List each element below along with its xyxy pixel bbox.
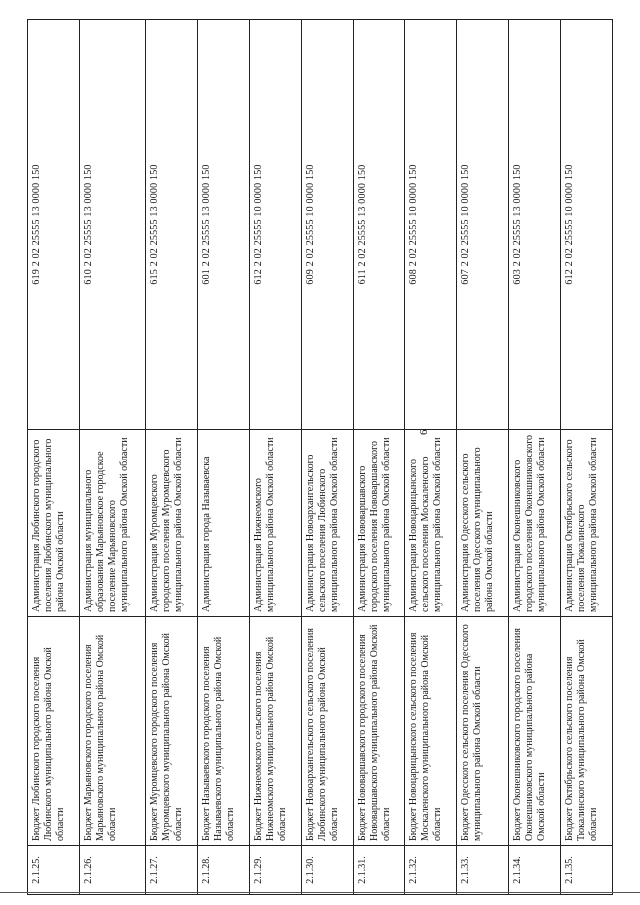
budget-code: 612 2 02 25555 10 0000 150 — [561, 20, 613, 430]
row-number: 2.1.30. — [301, 846, 353, 895]
row-number: 2.1.33. — [457, 846, 509, 895]
administrator-name: Администрация Одесского сельского поселения Одесского муниципального района Омской области — [457, 430, 509, 617]
budget-name: Бюджет Любинского городского поселения Любинского муниципального района Омской области — [28, 617, 80, 846]
table-row — [28, 20, 80, 895]
budget-name: Бюджет Нововаршавского городского поселения Нововаршавского муниципального района Омской области — [353, 617, 405, 846]
row-number: 2.1.29. — [249, 846, 301, 895]
budget-code: 611 2 02 25555 13 0000 150 — [353, 20, 405, 430]
row-number: 2.1.27. — [146, 846, 198, 895]
row-number: 2.1.28. — [198, 846, 250, 895]
row-number: 2.1.34. — [509, 846, 561, 895]
budget-name: Бюджет Марьяновского городского поселения Марьяновского муниципального района Омской области — [79, 617, 145, 846]
budget-name: Бюджет Называевского городского поселения Называевского муниципального района Омской области — [198, 617, 250, 846]
administrator-name: Администрация Любинского городского поселения Любинского муниципального района Омской области — [28, 430, 80, 617]
administrator-name: Администрация Нововаршавского городского поселения Нововаршавского муниципального района Омской области — [353, 430, 405, 617]
table-row — [79, 20, 145, 895]
table-row — [301, 20, 353, 895]
row-number: 2.1.35. — [561, 846, 613, 895]
administrator-name: Администрация муниципального образования Марьяновское городское поселение Марьяновского муниципального района Омской области — [79, 430, 145, 617]
budget-name: Бюджет Нижнеомского сельского поселения Нижнеомского муниципального района Омской области — [249, 617, 301, 846]
budget-code: 603 2 02 25555 13 0000 150 — [509, 20, 561, 430]
administrator-name: Администрация Новоцарицынского сельского поселения Москаленского муниципального района Омской области — [405, 430, 457, 617]
budget-code: 601 2 02 25555 13 0000 150 — [198, 20, 250, 430]
table-row — [353, 20, 405, 895]
administrator-name: Администрация города Называевска — [198, 430, 250, 617]
budget-name: Бюджет Оконешниковского городского поселения Оконешниковского муниципального района Омской области — [509, 617, 561, 846]
table-row — [561, 20, 613, 895]
page-number: 6 — [418, 429, 430, 435]
budget-name: Бюджет Новоархангельского сельского поселения Любинского муниципального района Омской области — [301, 617, 353, 846]
table-row — [249, 20, 301, 895]
budget-name: Бюджет Октябрьского сельского поселения Тюкалинского муниципального района Омской области — [561, 617, 613, 846]
budget-code: 609 2 02 25555 10 0000 150 — [301, 20, 353, 430]
budget-table — [27, 19, 613, 895]
administrator-name: Администрация Муромцевского городского поселения Муромцевского муниципального района Омской области — [146, 430, 198, 617]
budget-code: 615 2 02 25555 13 0000 150 — [146, 20, 198, 430]
budget-name: Бюджет Новоцарицынского сельского поселения Москаленского муниципального района Омской области — [405, 617, 457, 846]
table-row — [509, 20, 561, 895]
administrator-name: Администрация Нижнеомского муниципального района Омской области — [249, 430, 301, 617]
budget-code: 612 2 02 25555 10 0000 150 — [249, 20, 301, 430]
row-number: 2.1.31. — [353, 846, 405, 895]
table-row — [146, 20, 198, 895]
table-row — [198, 20, 250, 895]
budget-code: 619 2 02 25555 13 0000 150 — [28, 20, 80, 430]
budget-code: 610 2 02 25555 13 0000 150 — [79, 20, 145, 430]
administrator-name: Администрация Октябрьского сельского поселения Тюкалинского муниципального района Омской области — [561, 430, 613, 617]
row-number: 2.1.32. — [405, 846, 457, 895]
table-row — [457, 20, 509, 895]
row-number: 2.1.25. — [28, 846, 80, 895]
administrator-name: Администрация Оконешниковского городского поселения Оконешниковского муниципального района Омской области — [509, 430, 561, 617]
row-number: 2.1.26. — [79, 846, 145, 895]
budget-code: 608 2 02 25555 10 0000 150 — [405, 20, 457, 430]
administrator-name: Администрация Новоархангельского сельского поселения Любинского муниципального района Омской области — [301, 430, 353, 617]
budget-code: 607 2 02 25555 10 0000 150 — [457, 20, 509, 430]
bottom-divider — [0, 892, 640, 893]
budget-name: Бюджет Одесского сельского поселения Одесского муниципального района Омской области — [457, 617, 509, 846]
table-row — [405, 20, 457, 895]
budget-name: Бюджет Муромцевского городского поселения Муромцевского муниципального района Омской области — [146, 617, 198, 846]
